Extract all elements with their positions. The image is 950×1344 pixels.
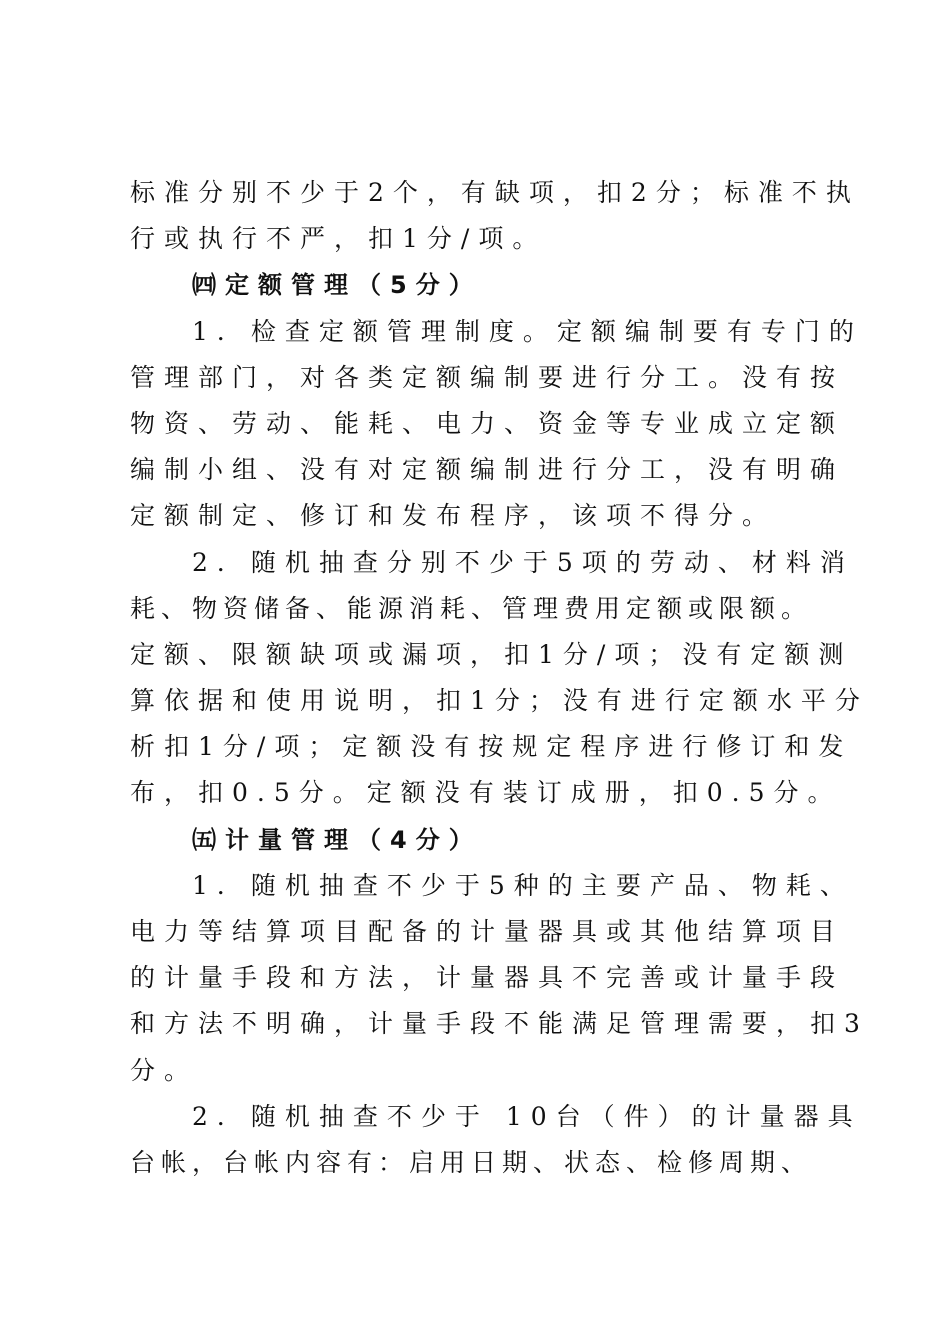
text-line: 定额制定、修订和发布程序，该项不得分。 (130, 501, 777, 531)
text-line: 台帐，台帐内容有：启用日期、状态、检修周期、 (130, 1147, 813, 1177)
text-line: 耗、物资储备、能源消耗、管理费用定额或限额。 (130, 593, 813, 623)
text-line: 电力等结算项目配备的计量器具或其他结算项目 (130, 917, 845, 946)
section-heading: ㈤计量管理（4分） (192, 825, 482, 854)
text-line: 2．随机抽查分别不少于5项的劳动、材料消 (192, 547, 854, 577)
text-line: 分。 (130, 1055, 199, 1085)
text-line: 物资、劳动、能耗、电力、资金等专业成立定额 (130, 408, 845, 438)
text-line: 析扣1分/项；定额没有按规定程序进行修订和发 (130, 732, 853, 762)
text-line: 行或执行不严，扣1分/项。 (130, 224, 547, 254)
text-line: 定额、限额缺项或漏项，扣1分/项；没有定额测 (130, 639, 853, 669)
text-line: 1．随机抽查不少于5种的主要产品、物耗、 (192, 870, 854, 900)
text-line: 1．检查定额管理制度。定额编制要有专门的 (192, 316, 863, 346)
text-line: 算依据和使用说明，扣1分；没有进行定额水平分 (130, 686, 869, 716)
text-line: 2．随机抽查不少于 10台（件）的计量器具 (192, 1101, 862, 1131)
text-line: 和方法不明确，计量手段不能满足管理需要，扣3 (130, 1009, 869, 1039)
document-page (130, 170, 869, 1186)
text-line: 的计量手段和方法，计量器具不完善或计量手段 (130, 963, 845, 993)
section-heading: ㈣定额管理（5分） (192, 271, 482, 300)
text-line: 管理部门，对各类定额编制要进行分工。没有按 (130, 362, 845, 392)
text-line: 标准分别不少于2个，有缺项，扣2分；标准不执 (130, 178, 860, 207)
text-line: 布，扣0.5分。定额没有装订成册，扣0.5分。 (130, 778, 842, 808)
text-line: 编制小组、没有对定额编制进行分工，没有明确 (130, 455, 845, 485)
